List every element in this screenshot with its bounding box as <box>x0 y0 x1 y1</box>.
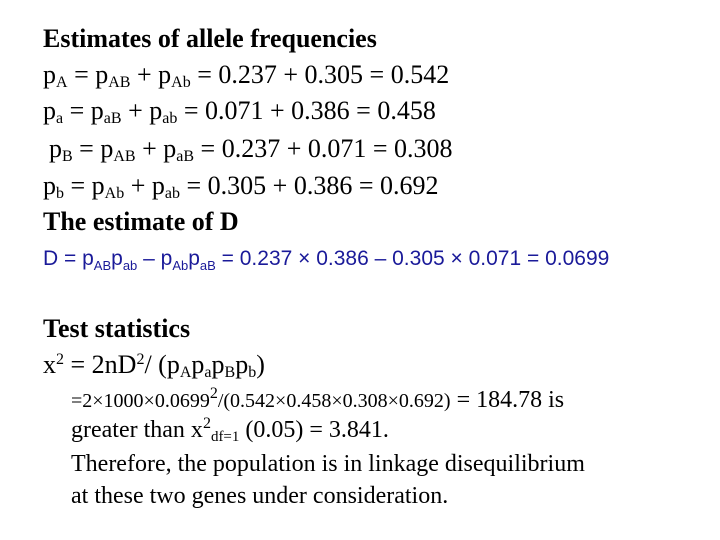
eq-subscript: b <box>56 185 64 202</box>
eq-subscript: aB <box>176 148 195 165</box>
eq-subscript: AB <box>93 258 112 274</box>
eq-subscript: Ab <box>172 258 189 274</box>
eq-text: = p <box>67 60 109 89</box>
eq-text: = 0.237 + 0.305 = 0.542 <box>190 60 450 89</box>
equation-pA <box>43 60 450 91</box>
eq-text: p <box>43 96 56 125</box>
eq-text: p <box>43 60 56 89</box>
eq-text: – p <box>137 247 173 270</box>
eq-text: = 2nD <box>64 350 137 379</box>
eq-subscript: A <box>179 364 192 381</box>
eq-text: D = p <box>43 247 94 270</box>
eq-text: + p <box>130 60 172 89</box>
heading-test-statistics: Test statistics <box>43 314 191 343</box>
eq-text: (0.05) = 3.841. <box>239 417 389 443</box>
eq-text: =2×1000×0.0699 <box>71 390 210 412</box>
eq-text: p <box>235 350 249 379</box>
eq-text: / (p <box>144 350 180 379</box>
equation-pa <box>43 96 436 127</box>
eq-subscript: ab <box>162 110 178 127</box>
eq-subscript: ab <box>122 258 138 274</box>
eq-subscript: B <box>62 148 73 165</box>
eq-text: greater than x <box>71 417 203 443</box>
eq-subscript: aB <box>199 258 216 274</box>
eq-subscript: ab <box>164 185 181 202</box>
eq-text: + p <box>135 134 177 163</box>
eq-superscript: 2 <box>209 385 218 402</box>
heading-allele-frequencies: Estimates of allele frequencies <box>43 24 377 53</box>
eq-text: = p <box>64 171 105 200</box>
eq-text: = p <box>63 96 104 125</box>
eq-subscript: Ab <box>171 74 191 91</box>
conclusion-line-1: Therefore, the population is in linkage disequilibrium <box>71 451 585 477</box>
eq-text: p <box>43 171 56 200</box>
eq-text: = 0.237 × 0.386 – 0.305 × 0.071 = 0.0699 <box>215 247 610 270</box>
eq-text: p <box>188 247 200 270</box>
equation-chi-square <box>43 350 265 381</box>
eq-subscript: df=1 <box>210 429 240 445</box>
eq-text: = 184.78 is <box>450 387 565 413</box>
eq-text: + p <box>124 171 165 200</box>
eq-text: /(0.542×0.458×0.308×0.692) <box>217 390 451 412</box>
eq-superscript: 2 <box>202 415 211 432</box>
eq-text: p <box>111 247 123 270</box>
eq-text: = 0.071 + 0.386 = 0.458 <box>177 96 436 125</box>
equation-pB <box>49 134 453 165</box>
eq-subscript: Ab <box>104 185 125 202</box>
eq-subscript: a <box>56 110 64 127</box>
equation-D <box>43 247 610 274</box>
eq-superscript: 2 <box>136 351 145 368</box>
eq-subscript: a <box>204 364 212 381</box>
eq-subscript: AB <box>108 74 131 91</box>
eq-text: = 0.237 + 0.071 = 0.308 <box>194 134 453 163</box>
eq-text: + p <box>121 96 163 125</box>
eq-text: = p <box>72 134 114 163</box>
equation-pb <box>43 171 439 202</box>
eq-text: x <box>43 350 56 379</box>
eq-text: = 0.305 + 0.386 = 0.692 <box>180 171 439 200</box>
eq-text: ) <box>256 350 265 379</box>
eq-text: p <box>49 134 62 163</box>
conclusion-line-2: at these two genes under consideration. <box>71 483 449 509</box>
eq-subscript: AB <box>113 148 136 165</box>
equation-critical-value <box>71 415 389 445</box>
equation-calculation <box>71 385 565 413</box>
eq-subscript: b <box>248 364 257 381</box>
eq-subscript: B <box>224 364 236 381</box>
eq-superscript: 2 <box>56 351 64 368</box>
eq-subscript: A <box>56 74 68 91</box>
heading-estimate-of-D: The estimate of D <box>43 207 239 236</box>
eq-text: p <box>191 350 205 379</box>
eq-text: p <box>211 350 225 379</box>
eq-subscript: aB <box>103 110 122 127</box>
